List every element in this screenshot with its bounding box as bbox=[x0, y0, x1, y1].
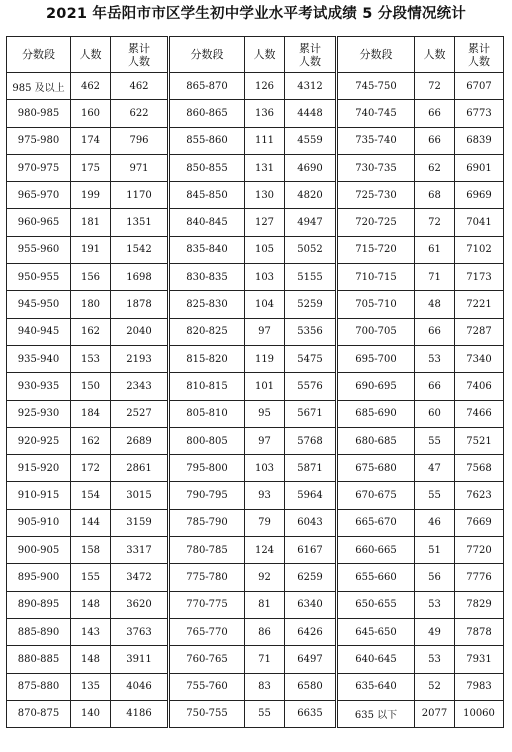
cumulative-cell: 1351 bbox=[111, 209, 169, 236]
count-cell: 66 bbox=[415, 127, 455, 154]
cumulative-cell: 3159 bbox=[111, 509, 169, 536]
cumulative-cell: 7102 bbox=[455, 236, 504, 263]
count-cell: 66 bbox=[415, 318, 455, 345]
count-cell: 199 bbox=[71, 182, 111, 209]
cumulative-cell: 1698 bbox=[111, 264, 169, 291]
table-row bbox=[7, 127, 504, 154]
count-cell: 93 bbox=[245, 482, 285, 509]
count-cell: 47 bbox=[415, 455, 455, 482]
table-row bbox=[7, 373, 504, 400]
cumulative-cell: 6969 bbox=[455, 182, 504, 209]
count-cell: 95 bbox=[245, 400, 285, 427]
score-range-cell: 665-670 bbox=[337, 509, 415, 536]
cumulative-cell: 6635 bbox=[285, 700, 337, 727]
cumulative-cell: 622 bbox=[111, 100, 169, 127]
count-cell: 55 bbox=[415, 427, 455, 454]
score-range-cell: 645-650 bbox=[337, 618, 415, 645]
count-cell: 131 bbox=[245, 154, 285, 181]
score-range-cell: 740-745 bbox=[337, 100, 415, 127]
col-header-cumulative-line1: 累计 bbox=[128, 41, 150, 55]
score-range-cell: 865-870 bbox=[169, 73, 245, 100]
count-cell: 55 bbox=[415, 482, 455, 509]
score-range-cell: 835-840 bbox=[169, 236, 245, 263]
cumulative-cell: 5576 bbox=[285, 373, 337, 400]
cumulative-cell: 7173 bbox=[455, 264, 504, 291]
cumulative-cell: 7669 bbox=[455, 509, 504, 536]
count-cell: 62 bbox=[415, 154, 455, 181]
count-cell: 48 bbox=[415, 291, 455, 318]
count-cell: 105 bbox=[245, 236, 285, 263]
score-range-cell: 700-705 bbox=[337, 318, 415, 345]
col-header-cumulative-line1: 累计 bbox=[299, 41, 321, 55]
cumulative-cell: 4559 bbox=[285, 127, 337, 154]
table-row bbox=[7, 345, 504, 372]
cumulative-cell: 462 bbox=[111, 73, 169, 100]
score-range-cell: 765-770 bbox=[169, 618, 245, 645]
cumulative-cell: 4448 bbox=[285, 100, 337, 127]
score-range-cell: 890-895 bbox=[7, 591, 71, 618]
cumulative-cell: 2193 bbox=[111, 345, 169, 372]
score-range-cell: 875-880 bbox=[7, 673, 71, 700]
score-range-cell: 725-730 bbox=[337, 182, 415, 209]
score-range-cell: 695-700 bbox=[337, 345, 415, 372]
count-cell: 162 bbox=[71, 318, 111, 345]
cumulative-cell: 3015 bbox=[111, 482, 169, 509]
cumulative-cell: 4186 bbox=[111, 700, 169, 727]
count-cell: 148 bbox=[71, 646, 111, 673]
score-range-cell: 735-740 bbox=[337, 127, 415, 154]
table-row bbox=[7, 646, 504, 673]
score-range-cell: 800-805 bbox=[169, 427, 245, 454]
cumulative-cell: 6497 bbox=[285, 646, 337, 673]
count-cell: 124 bbox=[245, 537, 285, 564]
table-row bbox=[7, 318, 504, 345]
count-cell: 126 bbox=[245, 73, 285, 100]
table-row bbox=[7, 236, 504, 263]
count-cell: 191 bbox=[71, 236, 111, 263]
count-cell: 92 bbox=[245, 564, 285, 591]
table-row bbox=[7, 482, 504, 509]
cumulative-cell: 1878 bbox=[111, 291, 169, 318]
count-cell: 53 bbox=[415, 591, 455, 618]
score-range-cell: 795-800 bbox=[169, 455, 245, 482]
col-header-cumulative-line2: 人数 bbox=[128, 54, 150, 68]
score-range-cell: 955-960 bbox=[7, 236, 71, 263]
score-range-cell: 860-865 bbox=[169, 100, 245, 127]
table-row bbox=[7, 100, 504, 127]
col-header-count: 人数 bbox=[415, 37, 455, 73]
count-cell: 61 bbox=[415, 236, 455, 263]
table-row bbox=[7, 564, 504, 591]
cumulative-cell: 5155 bbox=[285, 264, 337, 291]
cumulative-cell: 4312 bbox=[285, 73, 337, 100]
cumulative-cell: 4690 bbox=[285, 154, 337, 181]
cumulative-cell: 7568 bbox=[455, 455, 504, 482]
cumulative-cell: 4947 bbox=[285, 209, 337, 236]
score-range-cell: 635 以下 bbox=[337, 700, 415, 727]
table-row bbox=[7, 509, 504, 536]
table-row bbox=[7, 73, 504, 100]
score-range-cell: 670-675 bbox=[337, 482, 415, 509]
count-cell: 153 bbox=[71, 345, 111, 372]
cumulative-cell: 5871 bbox=[285, 455, 337, 482]
count-cell: 119 bbox=[245, 345, 285, 372]
score-range-cell: 685-690 bbox=[337, 400, 415, 427]
count-cell: 160 bbox=[71, 100, 111, 127]
score-range-cell: 820-825 bbox=[169, 318, 245, 345]
table-row bbox=[7, 182, 504, 209]
cumulative-cell: 6167 bbox=[285, 537, 337, 564]
count-cell: 51 bbox=[415, 537, 455, 564]
table-row bbox=[7, 700, 504, 727]
score-range-cell: 880-885 bbox=[7, 646, 71, 673]
score-range-cell: 715-720 bbox=[337, 236, 415, 263]
count-cell: 143 bbox=[71, 618, 111, 645]
count-cell: 79 bbox=[245, 509, 285, 536]
score-range-cell: 705-710 bbox=[337, 291, 415, 318]
count-cell: 101 bbox=[245, 373, 285, 400]
count-cell: 140 bbox=[71, 700, 111, 727]
score-range-cell: 970-975 bbox=[7, 154, 71, 181]
col-header-cumulative bbox=[111, 37, 169, 73]
score-range-cell: 770-775 bbox=[169, 591, 245, 618]
score-range-cell: 750-755 bbox=[169, 700, 245, 727]
score-range-cell: 885-890 bbox=[7, 618, 71, 645]
count-cell: 53 bbox=[415, 345, 455, 372]
score-range-cell: 900-905 bbox=[7, 537, 71, 564]
score-range-cell: 940-945 bbox=[7, 318, 71, 345]
cumulative-cell: 7776 bbox=[455, 564, 504, 591]
score-range-cell: 815-820 bbox=[169, 345, 245, 372]
cumulative-cell: 7466 bbox=[455, 400, 504, 427]
count-cell: 150 bbox=[71, 373, 111, 400]
count-cell: 136 bbox=[245, 100, 285, 127]
score-range-cell: 745-750 bbox=[337, 73, 415, 100]
cumulative-cell: 2861 bbox=[111, 455, 169, 482]
count-cell: 52 bbox=[415, 673, 455, 700]
cumulative-cell: 5768 bbox=[285, 427, 337, 454]
score-range-cell: 935-940 bbox=[7, 345, 71, 372]
score-range-cell: 720-725 bbox=[337, 209, 415, 236]
count-cell: 55 bbox=[245, 700, 285, 727]
count-cell: 174 bbox=[71, 127, 111, 154]
score-range-cell: 635-640 bbox=[337, 673, 415, 700]
count-cell: 172 bbox=[71, 455, 111, 482]
score-range-cell: 810-815 bbox=[169, 373, 245, 400]
score-distribution-table bbox=[6, 36, 504, 728]
table-row bbox=[7, 264, 504, 291]
cumulative-cell: 3472 bbox=[111, 564, 169, 591]
cumulative-cell: 7878 bbox=[455, 618, 504, 645]
count-cell: 104 bbox=[245, 291, 285, 318]
score-range-cell: 790-795 bbox=[169, 482, 245, 509]
cumulative-cell: 7623 bbox=[455, 482, 504, 509]
count-cell: 71 bbox=[415, 264, 455, 291]
count-cell: 56 bbox=[415, 564, 455, 591]
score-range-cell: 975-980 bbox=[7, 127, 71, 154]
col-header-cumulative bbox=[455, 37, 504, 73]
count-cell: 46 bbox=[415, 509, 455, 536]
table-row bbox=[7, 400, 504, 427]
cumulative-cell: 5259 bbox=[285, 291, 337, 318]
score-range-cell: 980-985 bbox=[7, 100, 71, 127]
cumulative-cell: 5356 bbox=[285, 318, 337, 345]
count-cell: 72 bbox=[415, 209, 455, 236]
col-header-range: 分数段 bbox=[7, 37, 71, 73]
cumulative-cell: 1542 bbox=[111, 236, 169, 263]
score-range-cell: 945-950 bbox=[7, 291, 71, 318]
cumulative-cell: 6580 bbox=[285, 673, 337, 700]
score-range-cell: 920-925 bbox=[7, 427, 71, 454]
count-cell: 135 bbox=[71, 673, 111, 700]
count-cell: 162 bbox=[71, 427, 111, 454]
score-range-cell: 680-685 bbox=[337, 427, 415, 454]
score-range-cell: 755-760 bbox=[169, 673, 245, 700]
cumulative-cell: 5052 bbox=[285, 236, 337, 263]
col-header-range: 分数段 bbox=[169, 37, 245, 73]
cumulative-cell: 6901 bbox=[455, 154, 504, 181]
table-row bbox=[7, 209, 504, 236]
score-range-cell: 710-715 bbox=[337, 264, 415, 291]
count-cell: 462 bbox=[71, 73, 111, 100]
table-row bbox=[7, 154, 504, 181]
cumulative-cell: 6043 bbox=[285, 509, 337, 536]
col-header-range: 分数段 bbox=[337, 37, 415, 73]
cumulative-cell: 5475 bbox=[285, 345, 337, 372]
cumulative-cell: 7521 bbox=[455, 427, 504, 454]
score-range-cell: 805-810 bbox=[169, 400, 245, 427]
table-row bbox=[7, 455, 504, 482]
count-cell: 158 bbox=[71, 537, 111, 564]
count-cell: 148 bbox=[71, 591, 111, 618]
col-header-cumulative bbox=[285, 37, 337, 73]
table-row bbox=[7, 537, 504, 564]
score-range-cell: 775-780 bbox=[169, 564, 245, 591]
score-range-cell: 855-860 bbox=[169, 127, 245, 154]
score-range-cell: 930-935 bbox=[7, 373, 71, 400]
cumulative-cell: 6426 bbox=[285, 618, 337, 645]
table-row bbox=[7, 673, 504, 700]
count-cell: 127 bbox=[245, 209, 285, 236]
score-range-cell: 925-930 bbox=[7, 400, 71, 427]
count-cell: 156 bbox=[71, 264, 111, 291]
score-range-cell: 840-845 bbox=[169, 209, 245, 236]
cumulative-cell: 6340 bbox=[285, 591, 337, 618]
score-range-cell: 660-665 bbox=[337, 537, 415, 564]
cumulative-cell: 5964 bbox=[285, 482, 337, 509]
count-cell: 155 bbox=[71, 564, 111, 591]
score-range-cell: 690-695 bbox=[337, 373, 415, 400]
col-header-count: 人数 bbox=[71, 37, 111, 73]
score-range-cell: 985 及以上 bbox=[7, 73, 71, 100]
score-range-cell: 830-835 bbox=[169, 264, 245, 291]
count-cell: 68 bbox=[415, 182, 455, 209]
score-range-cell: 895-900 bbox=[7, 564, 71, 591]
cumulative-cell: 2689 bbox=[111, 427, 169, 454]
score-range-cell: 845-850 bbox=[169, 182, 245, 209]
table-row bbox=[7, 618, 504, 645]
cumulative-cell: 2040 bbox=[111, 318, 169, 345]
cumulative-cell: 796 bbox=[111, 127, 169, 154]
cumulative-cell: 10060 bbox=[455, 700, 504, 727]
score-range-cell: 960-965 bbox=[7, 209, 71, 236]
count-cell: 184 bbox=[71, 400, 111, 427]
score-range-cell: 850-855 bbox=[169, 154, 245, 181]
count-cell: 66 bbox=[415, 373, 455, 400]
score-range-cell: 905-910 bbox=[7, 509, 71, 536]
cumulative-cell: 7287 bbox=[455, 318, 504, 345]
cumulative-cell: 3620 bbox=[111, 591, 169, 618]
cumulative-cell: 7720 bbox=[455, 537, 504, 564]
count-cell: 175 bbox=[71, 154, 111, 181]
cumulative-cell: 2343 bbox=[111, 373, 169, 400]
cumulative-cell: 1170 bbox=[111, 182, 169, 209]
score-range-cell: 650-655 bbox=[337, 591, 415, 618]
score-range-cell: 950-955 bbox=[7, 264, 71, 291]
score-range-cell: 780-785 bbox=[169, 537, 245, 564]
cumulative-cell: 2527 bbox=[111, 400, 169, 427]
table-row bbox=[7, 591, 504, 618]
cumulative-cell: 971 bbox=[111, 154, 169, 181]
count-cell: 66 bbox=[415, 100, 455, 127]
cumulative-cell: 6259 bbox=[285, 564, 337, 591]
col-header-cumulative-line2: 人数 bbox=[468, 54, 490, 68]
score-range-cell: 640-645 bbox=[337, 646, 415, 673]
cumulative-cell: 3911 bbox=[111, 646, 169, 673]
cumulative-cell: 3763 bbox=[111, 618, 169, 645]
count-cell: 2077 bbox=[415, 700, 455, 727]
score-range-cell: 655-660 bbox=[337, 564, 415, 591]
table-row bbox=[7, 427, 504, 454]
count-cell: 97 bbox=[245, 318, 285, 345]
cumulative-cell: 7406 bbox=[455, 373, 504, 400]
cumulative-cell: 3317 bbox=[111, 537, 169, 564]
count-cell: 72 bbox=[415, 73, 455, 100]
cumulative-cell: 6773 bbox=[455, 100, 504, 127]
count-cell: 103 bbox=[245, 264, 285, 291]
score-range-cell: 785-790 bbox=[169, 509, 245, 536]
count-cell: 97 bbox=[245, 427, 285, 454]
cumulative-cell: 6839 bbox=[455, 127, 504, 154]
count-cell: 111 bbox=[245, 127, 285, 154]
score-range-cell: 910-915 bbox=[7, 482, 71, 509]
count-cell: 181 bbox=[71, 209, 111, 236]
score-range-cell: 825-830 bbox=[169, 291, 245, 318]
cumulative-cell: 4046 bbox=[111, 673, 169, 700]
count-cell: 103 bbox=[245, 455, 285, 482]
cumulative-cell: 7829 bbox=[455, 591, 504, 618]
cumulative-cell: 4820 bbox=[285, 182, 337, 209]
count-cell: 81 bbox=[245, 591, 285, 618]
count-cell: 71 bbox=[245, 646, 285, 673]
score-range-cell: 965-970 bbox=[7, 182, 71, 209]
score-range-cell: 730-735 bbox=[337, 154, 415, 181]
count-cell: 144 bbox=[71, 509, 111, 536]
cumulative-cell: 6707 bbox=[455, 73, 504, 100]
count-cell: 180 bbox=[71, 291, 111, 318]
table-row bbox=[7, 291, 504, 318]
cumulative-cell: 7983 bbox=[455, 673, 504, 700]
count-cell: 53 bbox=[415, 646, 455, 673]
col-header-cumulative-line1: 累计 bbox=[468, 41, 490, 55]
page-title: 2021 年岳阳市市区学生初中学业水平考试成绩 5 分段情况统计 bbox=[46, 6, 466, 22]
count-cell: 130 bbox=[245, 182, 285, 209]
count-cell: 60 bbox=[415, 400, 455, 427]
count-cell: 49 bbox=[415, 618, 455, 645]
score-range-cell: 915-920 bbox=[7, 455, 71, 482]
count-cell: 154 bbox=[71, 482, 111, 509]
cumulative-cell: 7221 bbox=[455, 291, 504, 318]
score-range-cell: 870-875 bbox=[7, 700, 71, 727]
score-range-cell: 760-765 bbox=[169, 646, 245, 673]
cumulative-cell: 7041 bbox=[455, 209, 504, 236]
col-header-cumulative-line2: 人数 bbox=[299, 54, 321, 68]
col-header-count: 人数 bbox=[245, 37, 285, 73]
count-cell: 83 bbox=[245, 673, 285, 700]
count-cell: 86 bbox=[245, 618, 285, 645]
score-range-cell: 675-680 bbox=[337, 455, 415, 482]
cumulative-cell: 5671 bbox=[285, 400, 337, 427]
cumulative-cell: 7931 bbox=[455, 646, 504, 673]
cumulative-cell: 7340 bbox=[455, 345, 504, 372]
table-header-row bbox=[7, 37, 504, 73]
table-body bbox=[7, 73, 504, 728]
